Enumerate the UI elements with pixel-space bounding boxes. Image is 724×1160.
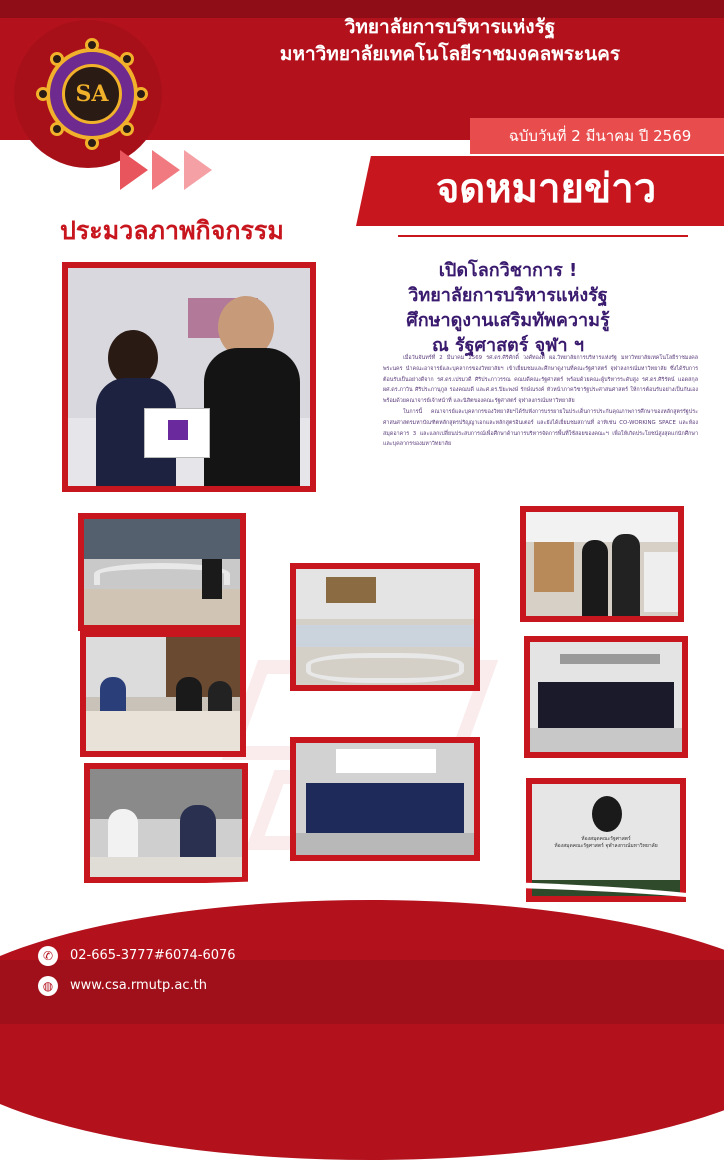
- article-body: [383, 353, 698, 450]
- headline-line-4: ณ รัฐศาสตร์ จุฬา ฯ: [431, 335, 585, 356]
- logo-dot: [120, 52, 134, 66]
- logo-dot: [36, 87, 50, 101]
- organization-line-1: วิทยาลัยการบริหารแห่งรัฐ: [344, 16, 556, 38]
- activity-photo: [520, 506, 684, 622]
- logo-mark: SA: [62, 64, 122, 124]
- headline-line-3: ศึกษาดูงานเสริมทัพความรู้: [406, 310, 610, 331]
- logo-dot: [85, 136, 99, 150]
- logo-dot: [85, 38, 99, 52]
- activity-photo: [290, 563, 480, 691]
- article-paragraph-1: เมื่อวันจันทร์ที่ 2 มีนาคม 2569 รศ.ดร.ศิริศักดิ์ วงศ์ทองดี ผอ.วิทยาลัยการบริหารแห่งรัฐ มหาวิทยาลัยเทคโนโลยีราชมงคลพระนคร นำคณะอาจารย์และบุคลากรของวิทยาลัยฯ เข้าเยี่ยมชมและศึกษาดูงานที่คณะรัฐศาสตร์ จุฬาลงกรณ์มหาวิทยาลัย ซึ่งได้รับการต้อนรับเป็นอย่างดีจาก รศ.ดร.เปรมวดี ศิริประภาวรรณ คณบดีคณะรัฐศาสตร์ พร้อมด้วยคณะผู้บริหารระดับสูง รศ.ดร.ศิริรัตน์ แอดสกุล ผศ.ดร.ภาวิน ศิริประภานุกูล รองคณบดี และศ.ดร.ปิยะพงษ์ รักษ์ณรงค์ หัวหน้าภาควิชารัฐประศาสนศาสตร์ ให้การต้อนรับอย่างเป็นกันเอง พร้อมด้วยคณาจารย์เจ้าหน้าที่ และนิสิตของคณะรัฐศาสตร์ จุฬาลงกรณ์มหาวิทยาลัย: [383, 355, 698, 405]
- phone-number: 02-665-3777#6074-6076: [70, 948, 236, 963]
- organization-line-2: มหาวิทยาลัยเทคโนโลยีราชมงคลพระนคร: [279, 43, 621, 65]
- main-photo-frame: [62, 262, 316, 492]
- wall-sign-line-1: ห้องสมุดคณะรัฐศาสตร์: [581, 836, 631, 842]
- logo: [36, 38, 148, 150]
- wall-sign-line-2: ห้องสมุดคณะรัฐศาสตร์ จุฬาลงกรณ์มหาวิทยาลัย: [554, 843, 658, 849]
- activity-photo: [80, 631, 246, 757]
- activity-photo: [78, 513, 246, 631]
- chevron-decoration: [152, 150, 180, 190]
- headline-line-1: เปิดโลกวิชาการ !: [438, 260, 578, 281]
- logo-dot: [50, 122, 64, 136]
- activity-photo: [524, 636, 688, 758]
- issue-date: ฉบับวันที่ 2 มีนาคม ปี 2569: [508, 127, 692, 145]
- organization-name: [200, 14, 700, 68]
- chevron-decoration: [120, 150, 148, 190]
- chevron-decoration: [184, 150, 212, 190]
- logo-dot: [50, 52, 64, 66]
- article-headline: [352, 258, 664, 358]
- website-url[interactable]: www.csa.rmutp.ac.th: [70, 978, 207, 993]
- activity-photo: [84, 763, 248, 883]
- article-paragraph-2: ในการนี้ คณาจารย์และบุคลากรของวิทยาลัยฯได้รับฟังการบรรยายในประเด็นการประกันคุณภาพการศึกษาของหลักสูตรรัฐประศาสนศาสตรมหาบัณฑิตหลักสูตรปริญญาเอกและหลักสูตรอินเตอร์ และยังได้เยี่ยมชมสถานที่ อาทิเช่น CO-WORKING SPACE และห้องสมุดอาคาร 3 และแลกเปลี่ยนประสบการณ์เพื่อศึกษาด้านการบริหารจัดการพื้นที่ใช้สอยของคณะฯ เพื่อให้เกิดประโยชน์สูงสุดแก่นักศึกษาและบุคลากรของมหาวิทยาลัย: [383, 408, 698, 448]
- headline-line-2: วิทยาลัยการบริหารแห่งรัฐ: [408, 285, 608, 306]
- title-underline: [398, 235, 688, 237]
- logo-dot: [134, 87, 148, 101]
- globe-icon: ◍: [38, 976, 58, 996]
- activity-photo: [290, 737, 480, 861]
- logo-dot: [120, 122, 134, 136]
- phone-icon: ✆: [38, 946, 58, 966]
- newsletter-title: จดหมายข่าว: [435, 166, 657, 212]
- section-title: ประมวลภาพกิจกรรม: [60, 216, 284, 245]
- main-photo: [68, 268, 310, 486]
- wall-sign-text: [538, 836, 674, 850]
